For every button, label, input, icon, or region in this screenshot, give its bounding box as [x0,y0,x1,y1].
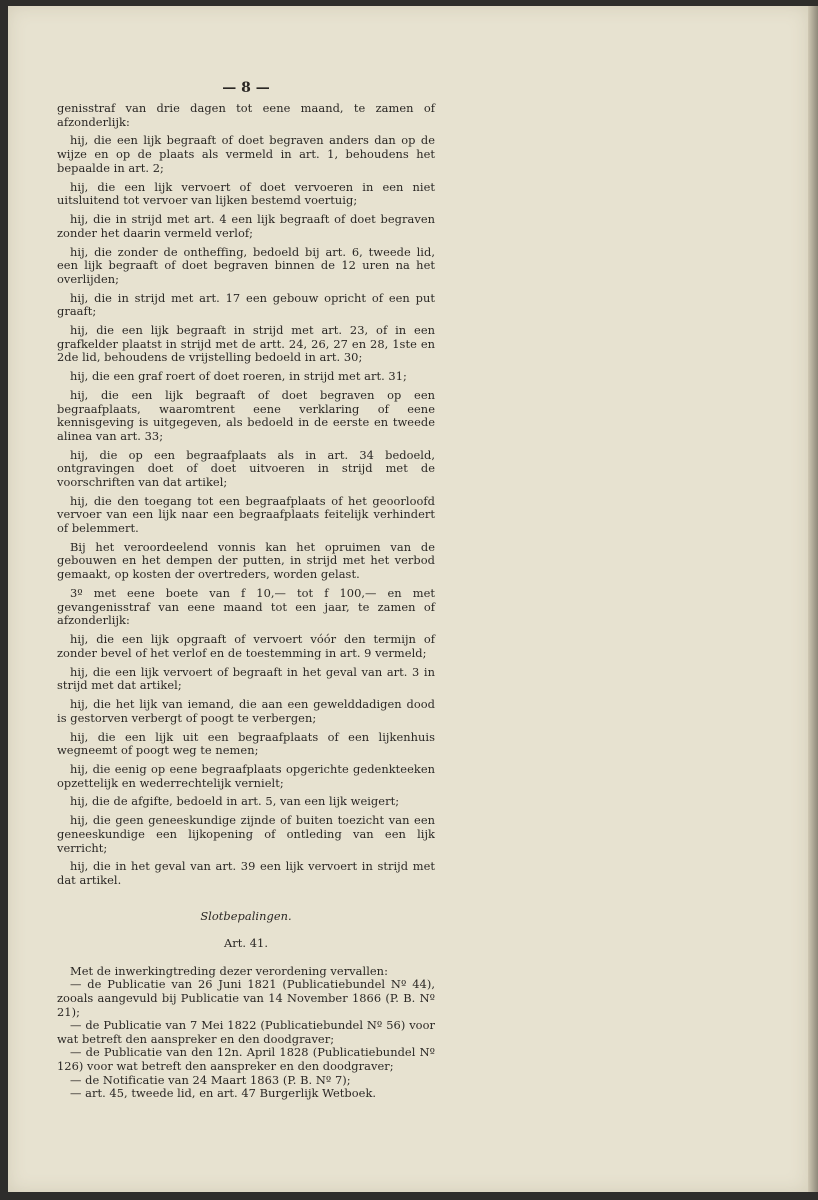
paragraph: hij, die zonder de ontheffing, bedoeld bij art. 6, tweede lid, een lijk begraaft of doet begraven binnen de 12 uren na het overlijden; [57,244,435,286]
paragraph: hij, die in strijd met art. 17 een gebouw opricht of een put graaft; [57,290,435,319]
paragraph: hij, die een lijk begraaft of doet begraven op een begraafplaats, waaromtrent eene verklaring of eene kennisgeving is uitgegeven, als bedoeld in de eerste en tweede alinea van art. 33; [57,388,435,443]
paragraph: hij, die een lijk vervoert of doet vervoeren in een niet uitsluitend tot vervoer van lijken bestemd voertuig; [57,179,435,208]
paragraph: hij, die de afgifte, bedoeld in art. 5, van een lijk weigert; [70,794,400,809]
paragraph: hij, die een graf roert of doet roeren, in strijd met art. 31; [70,369,407,384]
paragraph: Bij het veroordeelend vonnis kan het opruimen van de gebouwen en het dempen der putten, in strijd met het verbod gemaakt, op kosten der overtreders, worden gelast. [57,539,435,582]
section-heading: Slotbepalingen. [200,908,292,923]
paragraph: hij, die in strijd met art. 4 een lijk begraaft of doet begraven zonder het daarin vermeld verlof; [57,212,435,240]
paragraph: hij, die een lijk begraaft in strijd met art. 23, of in een grafkelder plaatst in strijd met de artt. 24, 26, 27 en 28, 1ste en 2de lid, behoudens de vrijstelling bedoeld in art. 30; [57,323,435,365]
paragraph: hij, die een lijk opgraaft of vervoert vóór den termijn of zonder bevel of het verlof en de toestemming in art. 9 vermeld; [57,632,435,660]
paragraph: hij, die den toegang tot een begraafplaats of het geoorloofd vervoer van een lijk naar een begraafplaats feitelijk verhindert of belemmert. [57,493,435,535]
page-edge [808,6,818,1192]
paragraph: hij, die een lijk vervoert of begraaft in het geval van art. 3 in strijd met dat artikel; [57,664,435,693]
body-text [57,102,435,1101]
repeal-line: — de Publicatie van den 12n. April 1828 (Publicatiebundel Nº 126) voor wat betreft den aanspreker en den doodgraver; [57,1045,435,1073]
repeal-list [57,965,435,1101]
article-title: Art. 41. [223,936,268,951]
document-page [8,6,808,1192]
repeal-line: Met de inwerkingtreding dezer verordening vervallen: [70,963,388,978]
paragraph: hij, die in het geval van art. 39 een lijk vervoert in strijd met dat artikel. [57,859,435,888]
page-number: — 8 — [222,80,270,96]
paragraph: 3º met eene boete van f 10,— tot f 100,— en met gevangenisstraf van eene maand tot een jaar, te zamen of afzonderlijk: [57,585,435,628]
repeal-line: — de Notificatie van 24 Maart 1863 (P. B. Nº 7); [70,1072,351,1087]
paragraph: hij, die het lijk van iemand, die aan een gewelddadigen dood is gestorven verbergt of poogt te verbergen; [57,697,435,725]
repeal-line: — de Publicatie van 7 Mei 1822 (Publicatiebundel Nº 56) voor wat betreft den aanspreker en den doodgraver; [57,1018,435,1046]
repeal-line: — de Publicatie van 26 Juni 1821 (Publicatiebundel Nº 44), zooals aangevuld bij Publicatie van 14 November 1866 (P. B. Nº 21); [57,977,435,1019]
repeal-line: — art. 45, tweede lid, en art. 47 Burgerlijk Wetboek. [70,1086,377,1101]
paragraph: hij, die geen geneeskundige zijnde of buiten toezicht van een geneeskundige een lijkopening of ontleding van een lijk verricht; [57,813,435,855]
paragraph: hij, die een lijk begraaft of doet begraven anders dan op de wijze en op de plaats als vermeld in art. 1, behoudens het bepaalde in art. 2; [57,133,435,175]
paragraph: hij, die op een begraafplaats als in art. 34 bedoeld, ontgravingen doet of doet uitvoeren in strijd met de voorschriften van dat artikel; [57,447,435,489]
paragraph: genisstraf van drie dagen tot eene maand, te zamen of afzonderlijk: [57,101,435,129]
paragraph: hij, die eenig op eene begraafplaats opgerichte gedenkteeken opzettelijk en wederrechtelijk vernielt; [57,761,435,790]
paragraph: hij, die een lijk uit een begraafplaats of een lijkenhuis wegneemt of poogt weg te nemen; [57,729,435,758]
